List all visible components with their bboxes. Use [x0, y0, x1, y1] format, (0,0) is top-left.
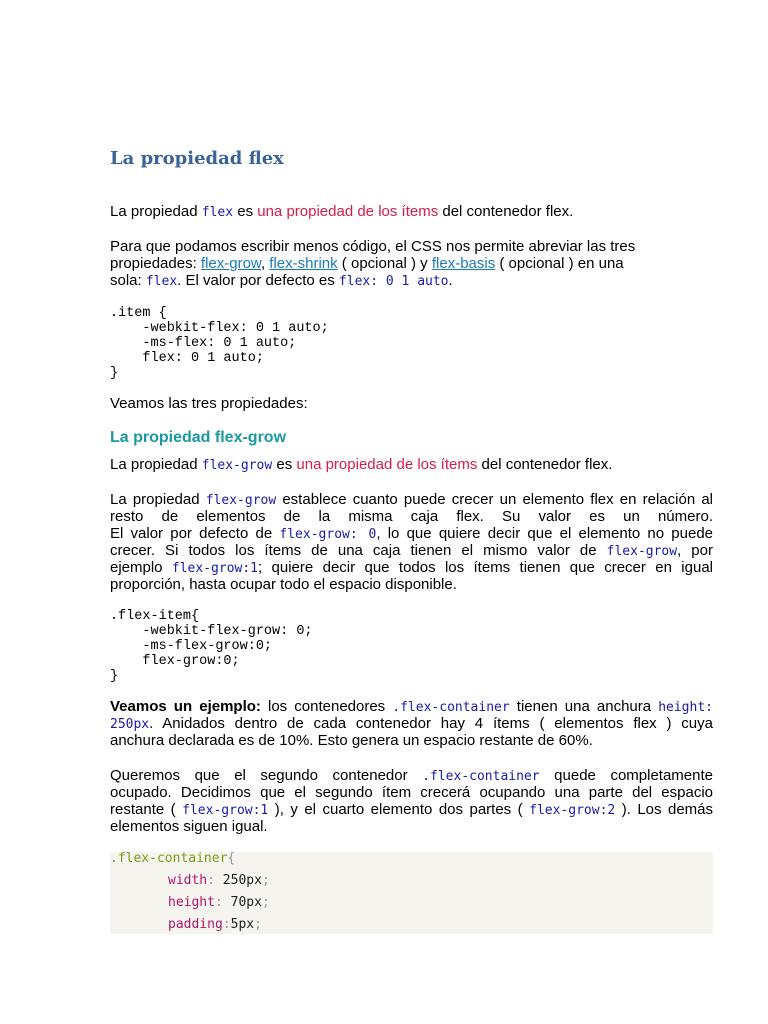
text: resto de elementos de la misma caja flex. Su valor es un número.: [110, 508, 713, 525]
text: ; quiere decir que todos los ítems tienen que crecer en igual: [258, 559, 713, 576]
code-line-height: [168, 895, 270, 910]
flex-grow-link[interactable]: flex-grow: [200, 255, 261, 272]
semicolon: ;: [254, 917, 262, 932]
text: del contenedor flex.: [438, 203, 574, 220]
flex-grow-intro: [110, 456, 612, 474]
text: , por: [677, 542, 713, 559]
inline-code: flex: [201, 205, 234, 220]
flex-grow-desc-line-1: [110, 491, 713, 509]
inline-code: flex-grow:1: [171, 561, 258, 576]
highlight-text: una propiedad de los ítems: [257, 203, 439, 220]
css-code-box: [110, 852, 713, 934]
text: propiedades:: [110, 255, 201, 272]
brace: {: [227, 852, 236, 866]
example-line-2: [110, 715, 713, 733]
text: ( opcional ) en una: [495, 255, 624, 272]
text: restante (: [110, 801, 183, 818]
highlight-text: una propiedad de los ítems: [296, 456, 478, 473]
text: ejemplo: [110, 559, 172, 576]
flex-shrink-link[interactable]: flex-shrink: [269, 255, 338, 272]
flex-grow-desc-line-4: [110, 542, 713, 560]
css-property: width: [168, 873, 208, 888]
text: ). Los demás: [615, 801, 714, 818]
abbrev-paragraph-line-3: [110, 272, 453, 290]
goal-line-2: [110, 784, 713, 801]
text: sola:: [110, 272, 146, 289]
text: ,: [260, 255, 270, 272]
text: La propiedad: [110, 491, 206, 508]
colon: :: [207, 873, 223, 888]
css-value: 70px: [230, 895, 262, 910]
text: ( opcional ) y: [337, 255, 432, 272]
css-selector: .flex-container: [110, 852, 228, 866]
css-property: height: [168, 895, 215, 910]
colon: :: [214, 895, 231, 910]
inline-code: .flex-container: [392, 700, 510, 715]
css-property: padding: [168, 917, 223, 932]
code-selector-line: [110, 852, 235, 866]
inline-code: 250px: [110, 717, 150, 732]
text: del contenedor flex.: [477, 456, 613, 473]
code-line-width: [168, 873, 270, 888]
text: .: [448, 272, 453, 289]
text: establece cuanto puede crecer un elemento flex en relación al: [276, 491, 714, 508]
text: tienen una anchura: [509, 698, 659, 715]
flex-item-code-block: .flex-item{ -webkit-flex-grow: 0; -ms-flex-grow:0; flex-grow:0; }: [110, 609, 313, 684]
flex-grow-desc-line-6: proporción, hasta ocupar todo el espacio disponible.: [110, 576, 457, 593]
text: los contenedores: [260, 698, 393, 715]
goal-line-4: elementos siguen igual.: [110, 818, 268, 835]
section-heading: La propiedad flex-grow: [110, 429, 287, 446]
flex-basis-link[interactable]: flex-basis: [431, 255, 496, 272]
inline-code: .flex-container: [422, 769, 540, 784]
semicolon: ;: [261, 895, 270, 910]
flex-grow-desc-line-2: [110, 508, 713, 525]
text: El valor por defecto de: [110, 525, 280, 542]
intro-closing-text: Veamos las tres propiedades:: [110, 395, 308, 412]
css-value: 250px: [222, 873, 262, 888]
colon: :: [222, 917, 231, 932]
example-line-3: anchura declarada es de 10%. Esto genera un espacio restante de 60%.: [110, 732, 593, 749]
example-line-1: [110, 698, 713, 716]
inline-code: flex-grow: [205, 493, 277, 508]
flex-grow-desc-line-3: [110, 525, 713, 543]
text: ocupado. Decidimos que el segundo ítem crecerá ocupando una parte del espacio: [110, 784, 713, 801]
inline-code: flex: 0 1 auto: [338, 274, 449, 289]
abbrev-paragraph-line-2: [110, 255, 624, 272]
inline-code: height:: [658, 700, 713, 715]
text: . El valor por defecto es: [177, 272, 339, 289]
text: La propiedad: [110, 456, 202, 473]
text: es: [272, 456, 297, 473]
inline-code: flex-grow:2: [529, 803, 616, 818]
inline-code: flex-grow:1: [182, 803, 269, 818]
text: es: [233, 203, 258, 220]
css-value: 5px: [230, 917, 255, 932]
goal-line-1: [110, 767, 713, 785]
item-code-block: .item { -webkit-flex: 0 1 auto; -ms-flex: 0 1 auto; flex: 0 1 auto; }: [110, 306, 329, 381]
flex-grow-desc-line-5: [110, 559, 713, 577]
code-line-padding: [168, 917, 262, 932]
intro-paragraph: [110, 203, 573, 221]
text: crecer. Si todos los ítems de una caja tienen el mismo valor de: [110, 542, 607, 559]
inline-code: flex-grow: [606, 544, 678, 559]
text: La propiedad: [110, 203, 202, 220]
goal-line-3: [110, 801, 713, 819]
text: , lo que quiere decir que el elemento no puede: [376, 525, 714, 542]
text: . Anidados dentro de cada contenedor hay 4 ítems ( elementos flex ) cuya: [149, 715, 713, 732]
text: ), y el cuarto elemento dos partes (: [268, 801, 530, 818]
text: quede completamente: [539, 767, 713, 784]
inline-code: flex-grow: 0: [279, 527, 377, 542]
bold-lead: Veamos un ejemplo:: [110, 698, 261, 715]
text: Queremos que el segundo contenedor: [110, 767, 423, 784]
page-title: La propiedad flex: [110, 148, 284, 169]
inline-code: flex: [145, 274, 178, 289]
semicolon: ;: [261, 873, 270, 888]
abbrev-paragraph-line-1: Para que podamos escribir menos código, el CSS nos permite abreviar las tres: [110, 238, 636, 255]
inline-code: flex-grow: [201, 458, 273, 473]
